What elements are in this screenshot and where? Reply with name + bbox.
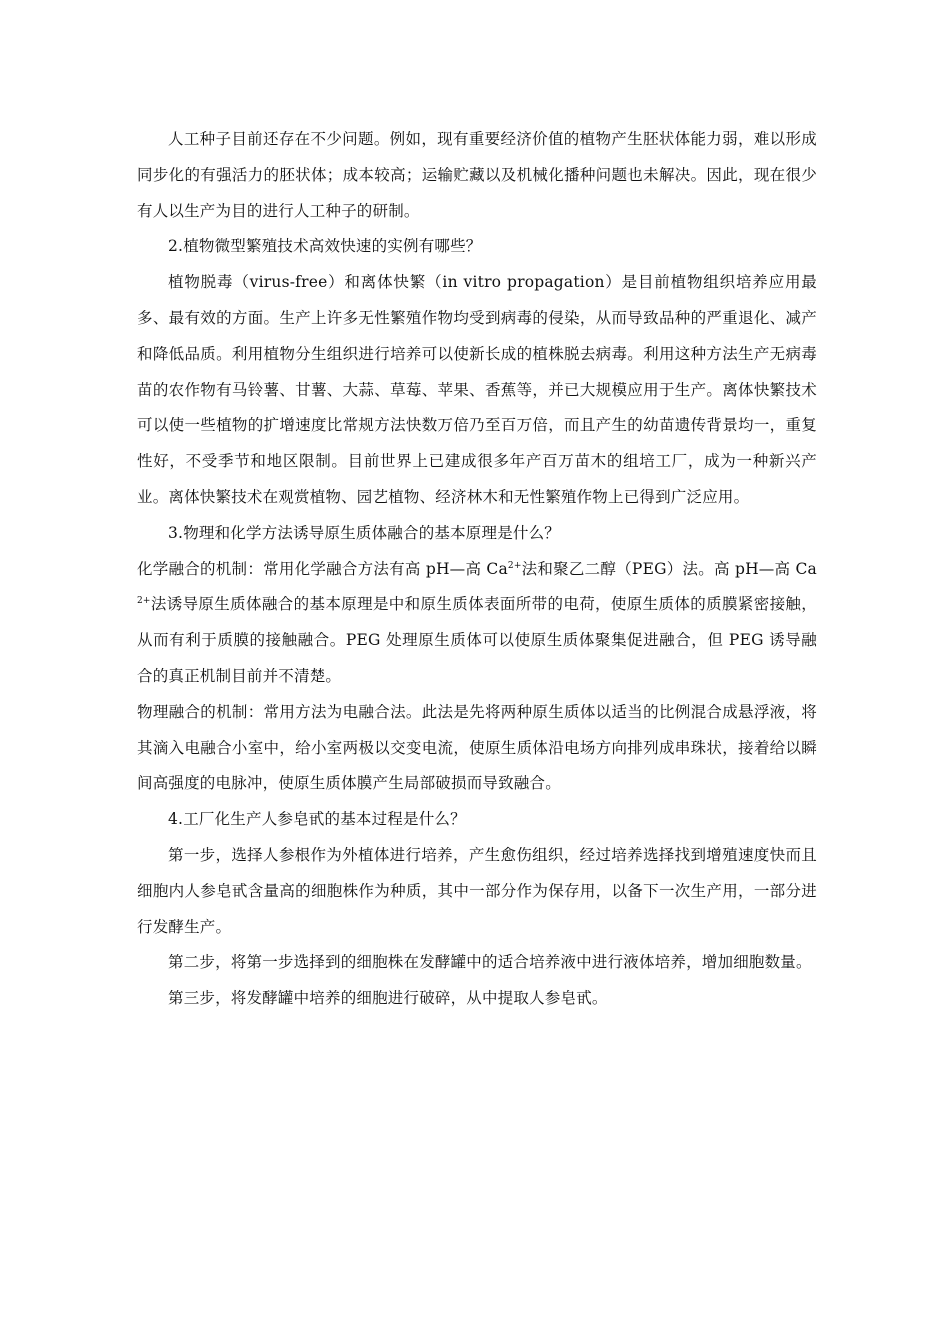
paragraph-artificial-seed: 人工种子目前还存在不少问题。例如，现有重要经济价值的植物产生胚状体能力弱，难以形成同步化的有强活力的胚状体；成本较高；运输贮藏以及机械化播种问题也未解决。因此，现在很少有人以生产为目的进行人工种子的研制。 [137, 130, 817, 220]
paragraph-physical-fusion: 物理融合的机制：常用方法为电融合法。此法是先将两种原生质体以适当的比例混合成悬浮液，将其滴入电融合小室中，给小室两极以交变电流，使原生质体沿电场方向排列成串珠状，接着给以瞬间高强度的电脉冲，使原生质体膜产生局部破损而导致融合。 [137, 702, 817, 793]
question-4: 4.工厂化生产人参皂甙的基本过程是什么？ [168, 810, 466, 829]
chem-text-1: 化学融合的机制：常用化学融合方法有高 pH—高 Ca [137, 559, 508, 578]
paragraph-step-2: 第二步，将第一步选择到的细胞株在发酵罐中的适合培养液中进行液体培养，增加细胞数量。 [168, 953, 812, 972]
paragraph-step-1: 第一步，选择人参根作为外植体进行培养，产生愈伤组织，经过培养选择找到增殖速度快而且细胞内人参皂甙含量高的细胞株作为种质，其中一部分作为保存用，以备下一次生产用，一部分进行发酵生产。 [137, 845, 817, 936]
paragraph-chemical-fusion [137, 552, 817, 695]
paragraph-step-3: 第三步，将发酵罐中培养的细胞进行破碎，从中提取人参皂甙。 [168, 989, 608, 1008]
chem-text-2: 法和聚乙二醇（PEG）法。高 pH—高 Ca [521, 559, 817, 578]
document-body [137, 122, 817, 1017]
chem-text-3: 法诱导原生质体融合的基本原理是中和原生质体表面所带的电荷，使原生质体的质膜紧密接触，从而有利于质膜的接触融合。PEG 处理原生质体可以使原生质体聚集促进融合，但 PEG 诱导融合的真正机制目前并不清楚。 [137, 595, 817, 685]
question-2: 2.植物微型繁殖技术高效快速的实例有哪些？ [168, 237, 482, 256]
paragraph-micropropagation: 植物脱毒（virus-free）和离体快繁（in vitro propagation）是目前植物组织培养应用最多、最有效的方面。生产上许多无性繁殖作物均受到病毒的侵染，从而导致品种的严重退化、减产和降低品质。利用植物分生组织进行培养可以使新长成的植株脱去病毒。利用这种方法生产无病毒苗的农作物有马铃薯、甘薯、大蒜、草莓、苹果、香蕉等，并已大规模应用于生产。离体快繁技术可以使一些植物的扩增速度比常规方法快数万倍乃至百万倍，而且产生的幼苗遗传背景均一，重复性好，不受季节和地区限制。目前世界上已建成很多年产百万苗木的组培工厂，成为一种新兴产业。离体快繁技术在观赏植物、园艺植物、经济林木和无性繁殖作物上已得到广泛应用。 [137, 273, 817, 506]
ca-superscript-2: 2+ [137, 596, 151, 607]
ca-superscript-1: 2+ [507, 560, 522, 571]
question-3: 3.物理和化学方法诱导原生质体融合的基本原理是什么？ [168, 523, 560, 542]
